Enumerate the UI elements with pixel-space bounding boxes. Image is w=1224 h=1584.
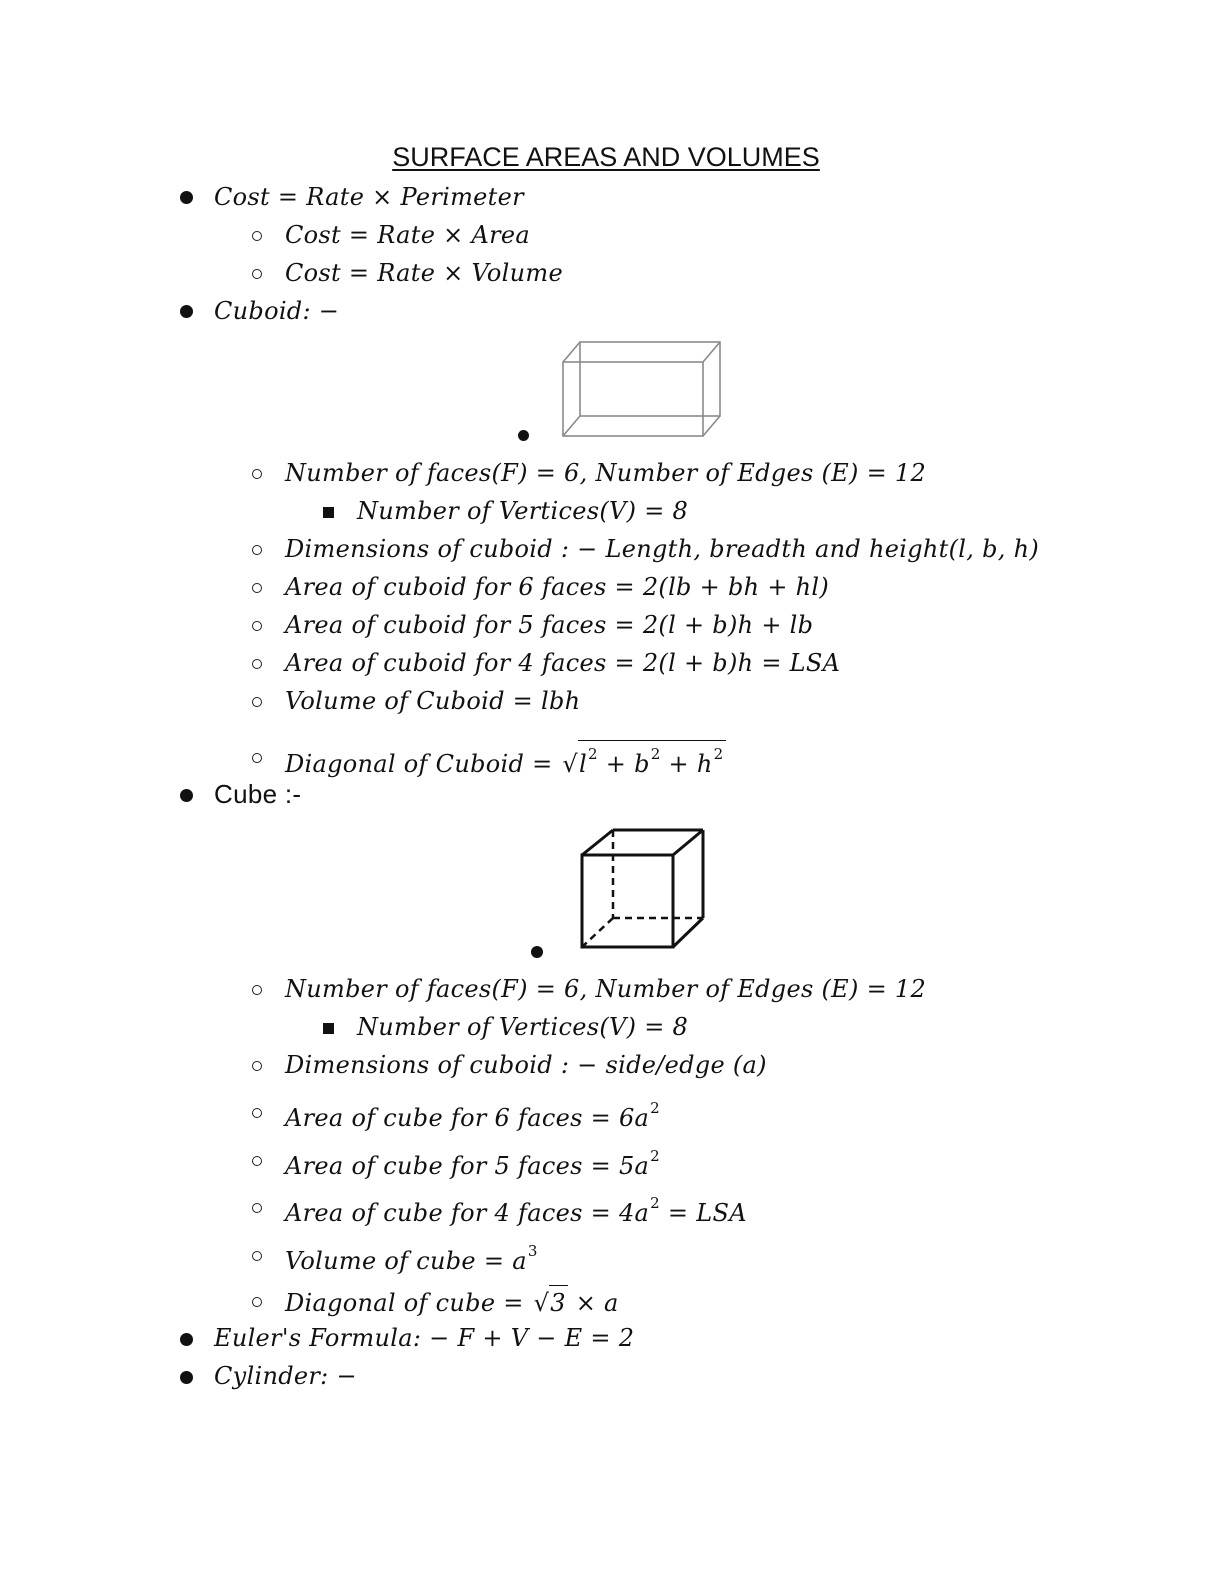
cube-heading: Cube :- <box>214 779 302 809</box>
bullet-disc <box>180 789 193 802</box>
cube-front-face <box>582 855 673 947</box>
cuboid-figure <box>555 335 730 445</box>
bullet-disc <box>180 1371 193 1384</box>
radical-sign-icon: √ <box>533 1289 550 1317</box>
cube-volume: Volume of cube = $a^3$ <box>285 1242 538 1275</box>
page-title: SURFACE AREAS AND VOLUMES <box>392 142 820 172</box>
cube-diagonal: Diagonal of cube = √3 × a <box>285 1285 619 1318</box>
cuboid-area-4-faces <box>285 648 840 678</box>
cost-perimeter-formula: Cost = Rate × Perimeter <box>214 183 524 211</box>
bullet-circle <box>252 269 262 279</box>
cuboid-diagonal-label: Diagonal of Cuboid = <box>285 750 561 778</box>
cube-faces-edges: Number of faces(F) = 6, Number of Edges (E) = 12 <box>285 975 927 1003</box>
cost-volume-formula: Cost = Rate × Volume <box>285 259 563 287</box>
cube-dimensions: Dimensions of cuboid : − side/edge (a) <box>285 1051 767 1079</box>
lsa-label: = LSA <box>753 649 841 677</box>
cube-hidden-edges <box>582 830 703 947</box>
bullet-disc <box>518 430 529 441</box>
cuboid-diagonal <box>285 740 726 779</box>
cuboid-vertices: Number of Vertices(V) = 8 <box>357 497 689 525</box>
cube-area-6-faces: Area of cube for 6 faces = $6a^2$ <box>285 1099 660 1132</box>
bullet-disc <box>180 305 193 318</box>
bullet-circle <box>252 469 262 479</box>
radicand: 3 <box>549 1285 568 1318</box>
bullet-circle <box>252 545 262 555</box>
bullet-circle <box>252 231 262 241</box>
bullet-circle <box>252 1297 262 1307</box>
radical-sign-icon: √ <box>562 750 579 778</box>
bullet-square <box>323 1023 334 1034</box>
bullet-circle <box>252 1108 262 1118</box>
bullet-disc <box>180 1333 193 1346</box>
bullet-circle <box>252 1251 262 1261</box>
bullet-square <box>323 507 334 518</box>
bullet-circle <box>252 1203 262 1213</box>
cylinder-heading: Cylinder: − <box>214 1362 357 1390</box>
cube-area-4-faces: Area of cube for 4 faces = $4a^2$ = LSA <box>285 1194 747 1227</box>
cuboid-volume: Volume of Cuboid = lbh <box>285 687 581 715</box>
cube-area-5-faces: Area of cube for 5 faces = $5a^2$ <box>285 1147 660 1180</box>
cube-vertices: Number of Vertices(V) = 8 <box>357 1013 689 1041</box>
square-root <box>532 1285 568 1318</box>
lsa-label: = LSA <box>659 1199 747 1227</box>
cuboid-area-5-faces: Area of cuboid for 5 faces = 2(l + b)h + lb <box>285 611 814 639</box>
bullet-disc <box>531 946 543 958</box>
cube-figure <box>575 823 710 953</box>
cuboid-area-4-formula: Area of cuboid for 4 faces = 2(l + b)h <box>285 649 754 677</box>
bullet-circle <box>252 621 262 631</box>
square-root <box>560 740 725 779</box>
bullet-circle <box>252 1156 262 1166</box>
radicand: $l^2 + b^2 + h^2$ <box>578 740 725 779</box>
bullet-circle <box>252 697 262 707</box>
cuboid-heading: Cuboid: − <box>214 297 340 325</box>
cuboid-faces-edges: Number of faces(F) = 6, Number of Edges (E) = 12 <box>285 459 927 487</box>
cuboid-back-face <box>580 342 720 416</box>
cuboid-dimensions: Dimensions of cuboid : − Length, breadth and height(l, b, h) <box>285 535 1040 563</box>
bullet-circle <box>252 659 262 669</box>
cuboid-area-6-faces: Area of cuboid for 6 faces = 2(lb + bh + hl) <box>285 573 830 601</box>
bullet-disc <box>180 191 193 204</box>
cost-area-formula: Cost = Rate × Area <box>285 221 531 249</box>
bullet-circle <box>252 753 262 763</box>
bullet-circle <box>252 583 262 593</box>
bullet-circle <box>252 1061 262 1071</box>
bullet-circle <box>252 985 262 995</box>
cuboid-front-face <box>563 362 703 436</box>
euler-formula: Euler's Formula: − F + V − E = 2 <box>214 1324 635 1352</box>
